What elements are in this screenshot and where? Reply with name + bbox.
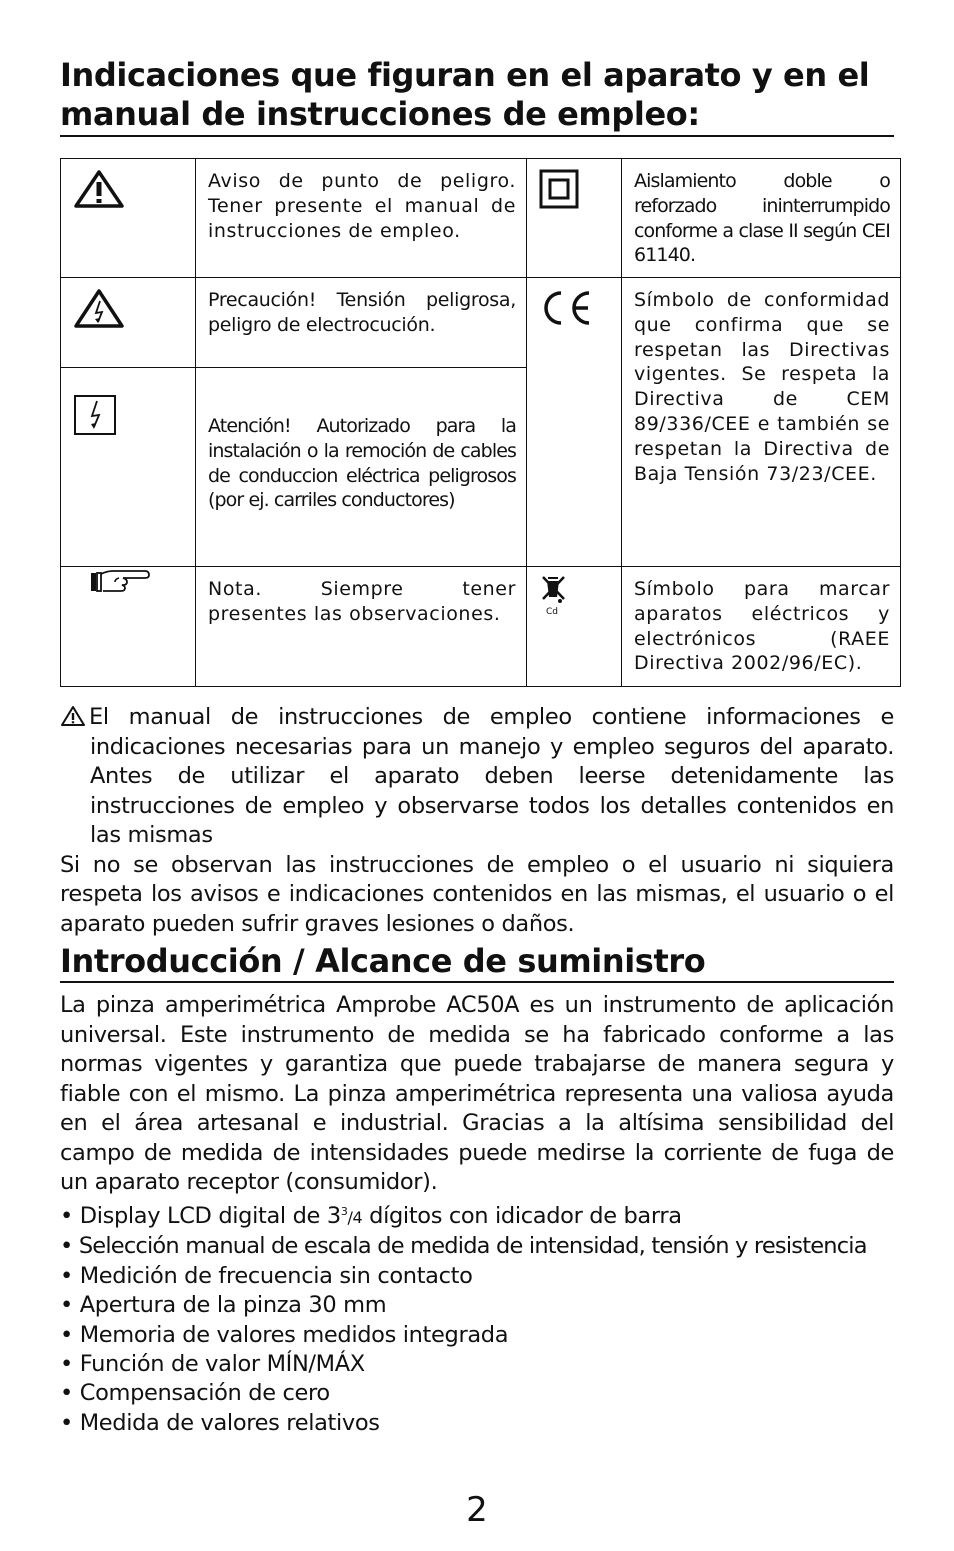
section-heading-indications: Indicaciones que figuran en el aparato y en el manual de instrucciones de empleo:	[60, 56, 894, 137]
danger-cell	[61, 159, 196, 278]
page-number: 2	[466, 1490, 488, 1530]
safety-text-2: Si no se observan las instrucciones de empleo o el usuario ni siquiera respeta los avisos e indicaciones contenidos en las mismas, el usuario o el aparato pueden sufrir graves lesiones o daños.	[60, 851, 894, 937]
double-insulation-icon	[539, 169, 579, 209]
weee-cell	[527, 567, 622, 687]
feature-list	[60, 1197, 900, 1438]
fraction-superscript: 3	[340, 1205, 348, 1218]
warning-triangle-icon	[73, 169, 125, 209]
voltage-cell	[61, 278, 196, 368]
double-insulation-cell	[527, 159, 622, 278]
ce-cell	[527, 278, 622, 567]
symbols-table	[60, 158, 901, 687]
intro-paragraph: La pinza amperimétrica Amprobe AC50A es un instrumento de aplicación universal. Este instrumento de medida se ha fabricado conforme a las normas vigentes y garantiza que puede trabajarse de manera segura y fiable con el mismo. La pinza amperimétrica representa una valiosa ayuda en el área artesanal e industrial. Gracias a la altísima sensibilidad del campo de medida de intensidades puede medirse la corriente de fuga de un aparato receptor (consumidor).	[60, 992, 894, 1195]
table-row	[61, 159, 901, 278]
note-description: Nota. Siempre tener presentes las observaciones.	[196, 567, 527, 687]
danger-description: Aviso de punto de peligro. Tener presente el manual de instrucciones de empleo.	[196, 159, 527, 278]
weee-cd-label: Cd	[546, 607, 558, 617]
section-heading-introduction: Introducción / Alcance de suministro	[60, 942, 894, 983]
table-row	[61, 567, 901, 687]
voltage-description: Precaución! Tensión peligrosa, peligro de electrocución.	[196, 278, 527, 368]
list-item: • Memoria de valores medidos integrada	[60, 1321, 509, 1348]
table-row	[61, 278, 901, 368]
live-conductor-description: Atención! Autorizado para la instalación o la remoción de cables de conduccion eléctrica peligrosos (por ej. carriles conductores)	[196, 368, 527, 567]
list-item: • Compensación de cero	[60, 1380, 330, 1407]
list-item: • Apertura de la pinza 30 mm	[60, 1292, 387, 1319]
weee-crossed-bin-icon	[541, 573, 567, 607]
live-conductor-cell	[61, 368, 196, 567]
safety-paragraph-first	[60, 703, 894, 851]
warning-triangle-icon	[60, 705, 86, 727]
ce-mark-icon	[539, 288, 595, 328]
weee-description: Símbolo para marcar aparatos eléctricos y electrónicos (RAEE Directiva 2002/96/EC).	[622, 567, 901, 687]
note-cell	[61, 567, 196, 687]
safety-paragraph	[60, 703, 894, 939]
high-voltage-triangle-icon	[73, 288, 125, 330]
list-item: • Medición de frecuencia sin contacto	[60, 1262, 473, 1289]
fraction-label: /4	[347, 1208, 363, 1227]
double-insulation-description: Aislamiento doble o reforzado ininterrumpido conforme a clase II según CEI 61140.	[622, 159, 901, 278]
ce-description: Símbolo de conformidad que confirma que se respetan las Directivas vigentes. Se respeta la Directiva de CEM 89/336/CEE e también se respetan la Directiva de Baja Tensión 73/23/CEE.	[622, 278, 901, 567]
list-item: • Función de valor MÍN/MÁX	[60, 1351, 365, 1378]
pointing-hand-icon	[89, 567, 151, 597]
list-item: • Selección manual de escala de medida de intensidad, tensión y resistencia	[60, 1233, 867, 1260]
list-item: • Medida de valores relativos	[60, 1409, 380, 1436]
lightning-box-icon	[73, 394, 117, 436]
safety-text-1: El manual de instrucciones de empleo contiene informaciones e indicaciones necesarias para un manejo y empleo seguros del aparato. Antes de utilizar el aparato deben leerse detenidamente las instrucciones de empleo y observarse todos los detalles contenidos en las mismas	[89, 704, 894, 848]
list-item: • Display LCD digital de $3^3/4$ dígitos con idicador de barra	[60, 1203, 682, 1229]
